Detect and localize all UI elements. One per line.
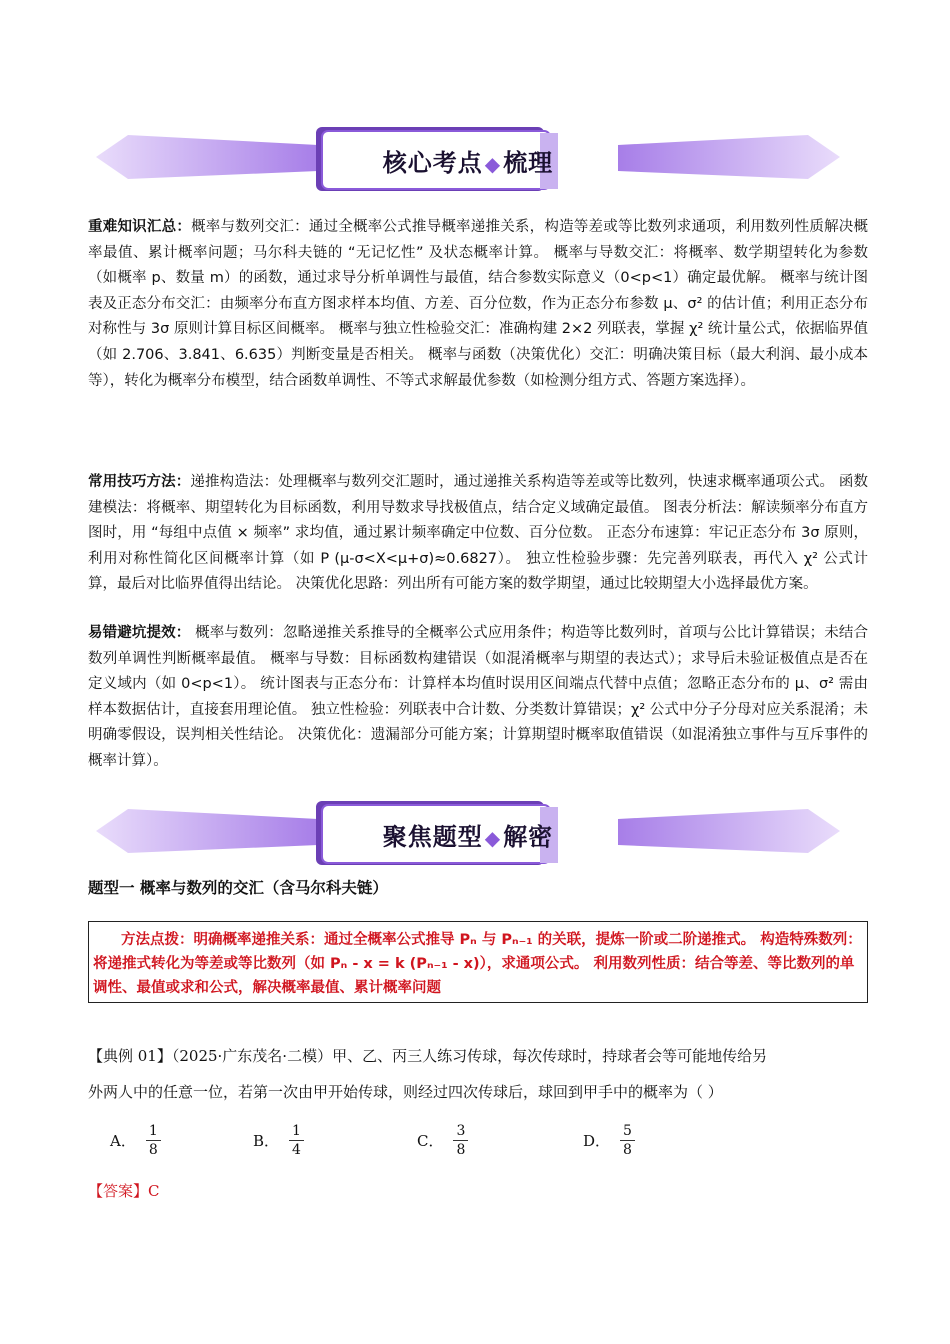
example-line-2 <box>88 1081 868 1103</box>
numerator: 5 <box>620 1122 635 1141</box>
answer-tag: 【答案】 <box>88 1182 149 1200</box>
example-line-1 <box>88 1045 868 1067</box>
question-type-heading: 题型一 概率与数列的交汇（含马尔科夫链） <box>88 879 388 897</box>
option-b[interactable] <box>253 1117 304 1163</box>
pitfalls-body: 概率与数列：忽略递推关系推导的全概率公式应用条件；构造等比数列时，首项与公比计算错误；未结合数列单调性判断概率最值。 概率与导数：目标函数构建错误（如混淆概率与期望的表达式）；求导后未验证极值点是否在定义域内（如 0<p<1）。 统计图表与正态分布：计算样本均值时误用区间端点代替中点值；忽略正态分布的 μ、σ² 需由样本数据估计，直接套用理论值。 独立性检验：列联表中合计数、分类数计算错误；χ² 公式中分子分母对应关系混淆；未明确零假设，误判相关性结论。 决策优化：遗漏部分可能方案；计算期望时概率取值错误（如混淆独立事件与互斥事件的概率计算）。 <box>88 625 869 769</box>
denominator: 8 <box>456 1141 466 1158</box>
banner-title-right: 梳理 <box>503 149 554 177</box>
techniques-paragraph <box>88 470 868 598</box>
denominator: 8 <box>623 1141 632 1158</box>
example-text-1: （2025·广东茂名·二模）甲、乙、丙三人练习传球，每次传球时，持球者会等可能地传给另 <box>171 1047 768 1065</box>
fraction <box>453 1122 468 1159</box>
option-label: A． <box>110 1131 136 1150</box>
option-d[interactable] <box>583 1117 635 1163</box>
method-tip-text: 方法点拨：明确概率递推关系：通过全概率公式推导 Pₙ 与 Pₙ₋₁ 的关联，提炼一阶或二阶递推式。 构造特殊数列：将递推式转化为等差或等比数列（如 Pₙ - x = k (Pₙ₋₁ - x)），求通项公式。 利用数列性质：结合等差、等比数列的单调性、最值或求和公式，解决概率最值、累计概率问题 <box>93 932 862 996</box>
pitfalls-lead: 易错避坑提效： <box>88 625 191 641</box>
denominator: 4 <box>292 1141 301 1158</box>
banner-title <box>88 817 848 852</box>
key-knowledge-body: 概率与数列交汇：通过全概率公式推导概率递推关系，构造等差或等比数列求通项，利用数列性质解决概率最值、累计概率问题；马尔科夫链的 “无记忆性” 及状态概率计算。 概率与导数交汇：将概率、数学期望转化为参数（如概率 p、数量 m）的函数，通过求导分析单调性与最值，结合参数实际意义（0<p<1）确定最优解。 概率与统计图表及正态分布交汇：由频率分布直方图求样本均值、方差、百分位数，作为正态分布参数 μ、σ² 的估计值；利用正态分布对称性与 3σ 原则计算目标区间概率。 概率与独立性检验交汇：准确构建 2×2 列联表，掌握 χ² 统计量公式，依据临界值（如 2.706、3.841、6.635）判断变量是否相关。 概率与函数（决策优化）交汇：明确决策目标（最大利润、最小成本等），转化为概率分布模型，结合函数单调性、不等式求解最优参数（如检测分组方式、答题方案选择）。 <box>88 219 869 389</box>
numerator: 3 <box>453 1122 468 1141</box>
example-tag: 【典例 01】 <box>88 1047 172 1065</box>
answer-value: C <box>148 1182 160 1200</box>
banner-title <box>88 143 848 178</box>
option-label: B． <box>253 1131 280 1150</box>
key-knowledge-lead: 重难知识汇总： <box>88 219 192 235</box>
example-text-2: 外两人中的任意一位，若第一次由甲开始传球，则经过四次传球后，球回到甲手中的概率为（ ） <box>88 1083 723 1101</box>
option-a[interactable] <box>110 1117 161 1163</box>
numerator: 1 <box>289 1122 304 1141</box>
answer-options <box>110 1117 810 1163</box>
diamond-icon: ◆ <box>484 826 502 850</box>
banner-title-left: 核心考点 <box>382 149 483 177</box>
numerator: 1 <box>146 1122 161 1141</box>
method-tip-box <box>88 921 868 1003</box>
option-label: D． <box>583 1131 611 1150</box>
diamond-icon: ◆ <box>484 152 502 176</box>
fraction <box>620 1122 635 1159</box>
banner-title-left: 聚焦题型 <box>382 823 483 851</box>
banner-focus-types <box>88 795 848 871</box>
pitfalls-paragraph <box>88 621 868 775</box>
option-label: C． <box>417 1131 444 1150</box>
techniques-body: 递推构造法：处理概率与数列交汇题时，通过递推关系构造等差或等比数列，快速求概率通项公式。 函数建模法：将概率、期望转化为目标函数，利用导数求导找极值点，结合定义域确定最值。 图表分析法：解读频率分布直方图时，用 “每组中点值 × 频率” 求均值，通过累计频率确定中位数、百分位数。 正态分布速算：牢记正态分布 3σ 原则，利用对称性简化区间概率计算（如 P (μ-σ<X<μ+σ)≈0.6827）。 独立性检验步骤：先完善列联表，再代入 χ² 公式计算，最后对比临界值得出结论。 决策优化思路：列出所有可能方案的数学期望，通过比较期望大小选择最优方案。 <box>88 474 869 593</box>
techniques-lead: 常用技巧方法： <box>88 474 191 490</box>
answer-line <box>88 1180 160 1201</box>
banner-title-right: 解密 <box>503 823 554 851</box>
key-knowledge-paragraph <box>88 215 868 394</box>
fraction <box>146 1122 161 1159</box>
fraction <box>289 1122 304 1159</box>
banner-core-points <box>88 121 848 197</box>
option-c[interactable] <box>417 1117 468 1163</box>
denominator: 8 <box>148 1141 158 1158</box>
